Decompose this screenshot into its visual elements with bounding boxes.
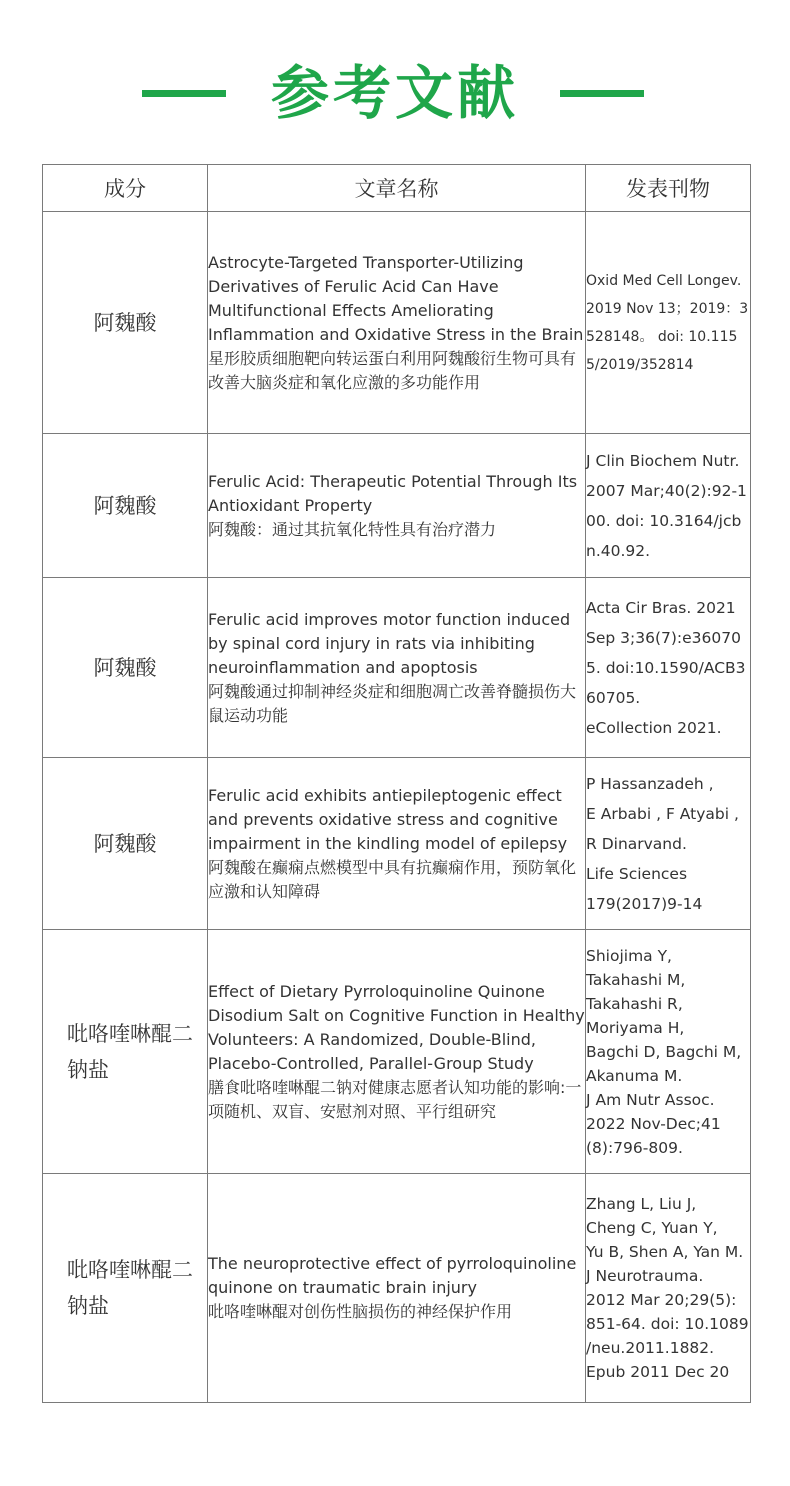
page-title: 参考文献 (270, 59, 519, 127)
article-title-cell (208, 930, 586, 1174)
article-title-cell (208, 212, 586, 434)
article-title-en: Astrocyte-Targeted Transporter-Utilizing Derivatives of Ferulic Acid Can Have Multifunctional Effects Ameliorating Inflammation and Oxidative Stress in the Brain (208, 252, 584, 344)
article-title-cell (208, 578, 586, 758)
table-row (43, 578, 751, 758)
column-header-ingredient: 成分 (43, 165, 208, 212)
references-table (42, 164, 751, 1403)
header-decor-line-left (142, 90, 226, 97)
publication-cell: Oxid Med Cell Longev. 2019 Nov 13；2019：3528148。 doi: 10.1155/2019/352814 (586, 212, 751, 434)
article-title-zh: 阿魏酸：通过其抗氧化特性具有治疗潜力 (208, 519, 497, 539)
publication-cell: Acta Cir Bras. 2021 Sep 3;36(7):e360705. doi:10.1590/ACB360705. eCollection 2021. (586, 578, 751, 758)
publication-cell: J Clin Biochem Nutr. 2007 Mar;40(2):92-100. doi: 10.3164/jcbn.40.92. (586, 434, 751, 578)
article-title-cell (208, 1174, 586, 1403)
article-title-zh: 阿魏酸通过抑制神经炎症和细胞凋亡改善脊髓损伤大鼠运动功能 (208, 681, 577, 725)
ingredient-cell: 阿魏酸 (43, 212, 208, 434)
table-row (43, 930, 751, 1174)
ingredient-cell: 吡咯喹啉醌二钠盐 (43, 1174, 208, 1403)
publication-cell: P Hassanzadeh , E Arbabi , F Atyabi , R Dinarvand. Life Sciences 179(2017)9-14 (586, 758, 751, 930)
article-title-zh: 阿魏酸在癫痫点燃模型中具有抗癫痫作用，预防氧化应激和认知障碍 (208, 857, 577, 901)
table-row (43, 434, 751, 578)
ingredient-cell: 吡咯喹啉醌二钠盐 (43, 930, 208, 1174)
ingredient-cell: 阿魏酸 (43, 758, 208, 930)
column-header-article-title: 文章名称 (208, 165, 586, 212)
article-title-zh: 吡咯喹啉醌对创伤性脑损伤的神经保护作用 (208, 1302, 513, 1321)
article-title-en: The neuroprotective effect of pyrroloquinoline quinone on traumatic brain injury (208, 1254, 577, 1297)
header-decor-line-right (560, 90, 644, 97)
ingredient-cell: 阿魏酸 (43, 434, 208, 578)
article-title-en: Ferulic acid improves motor function induced by spinal cord injury in rats via inhibiting neuroinflammation and apoptosis (208, 609, 571, 677)
table-row (43, 212, 751, 434)
table-row (43, 758, 751, 930)
article-title-en: Ferulic Acid: Therapeutic Potential Through Its Antioxidant Property (208, 471, 578, 515)
article-title-zh: 星形胶质细胞靶向转运蛋白利用阿魏酸衍生物可具有改善大脑炎症和氧化应激的多功能作用 (208, 348, 577, 392)
page-header (0, 54, 790, 132)
ingredient-cell: 阿魏酸 (43, 578, 208, 758)
table-row (43, 1174, 751, 1403)
article-title-cell (208, 434, 586, 578)
article-title-zh: 膳食吡咯喹啉醌二钠对健康志愿者认知功能的影响:一项随机、双盲、安慰剂对照、平行组研究 (208, 1077, 582, 1121)
publication-cell: Zhang L, Liu J, Cheng C, Yuan Y, Yu B, Shen A, Yan M. J Neurotrauma. 2012 Mar 20;29(5): 851-64. doi: 10.1089 /neu.2011.1882. Epub 2011 Dec 20 (586, 1174, 751, 1403)
table-header-row (43, 165, 751, 212)
article-title-en: Effect of Dietary Pyrroloquinoline Quinone Disodium Salt on Cognitive Function in Healthy Volunteers: A Randomized, Double-Blind, Placebo-Controlled, Parallel-Group Study (208, 981, 585, 1073)
article-title-en: Ferulic acid exhibits antiepileptogenic effect and prevents oxidative stress and cognitive impairment in the kindling model of epilepsy (208, 785, 568, 853)
column-header-publication: 发表刊物 (586, 165, 751, 212)
publication-cell: Shiojima Y, Takahashi M, Takahashi R, Moriyama H, Bagchi D, Bagchi M, Akanuma M. J Am Nutr Assoc. 2022 Nov-Dec;41 (8):796-809. (586, 930, 751, 1174)
article-title-cell (208, 758, 586, 930)
